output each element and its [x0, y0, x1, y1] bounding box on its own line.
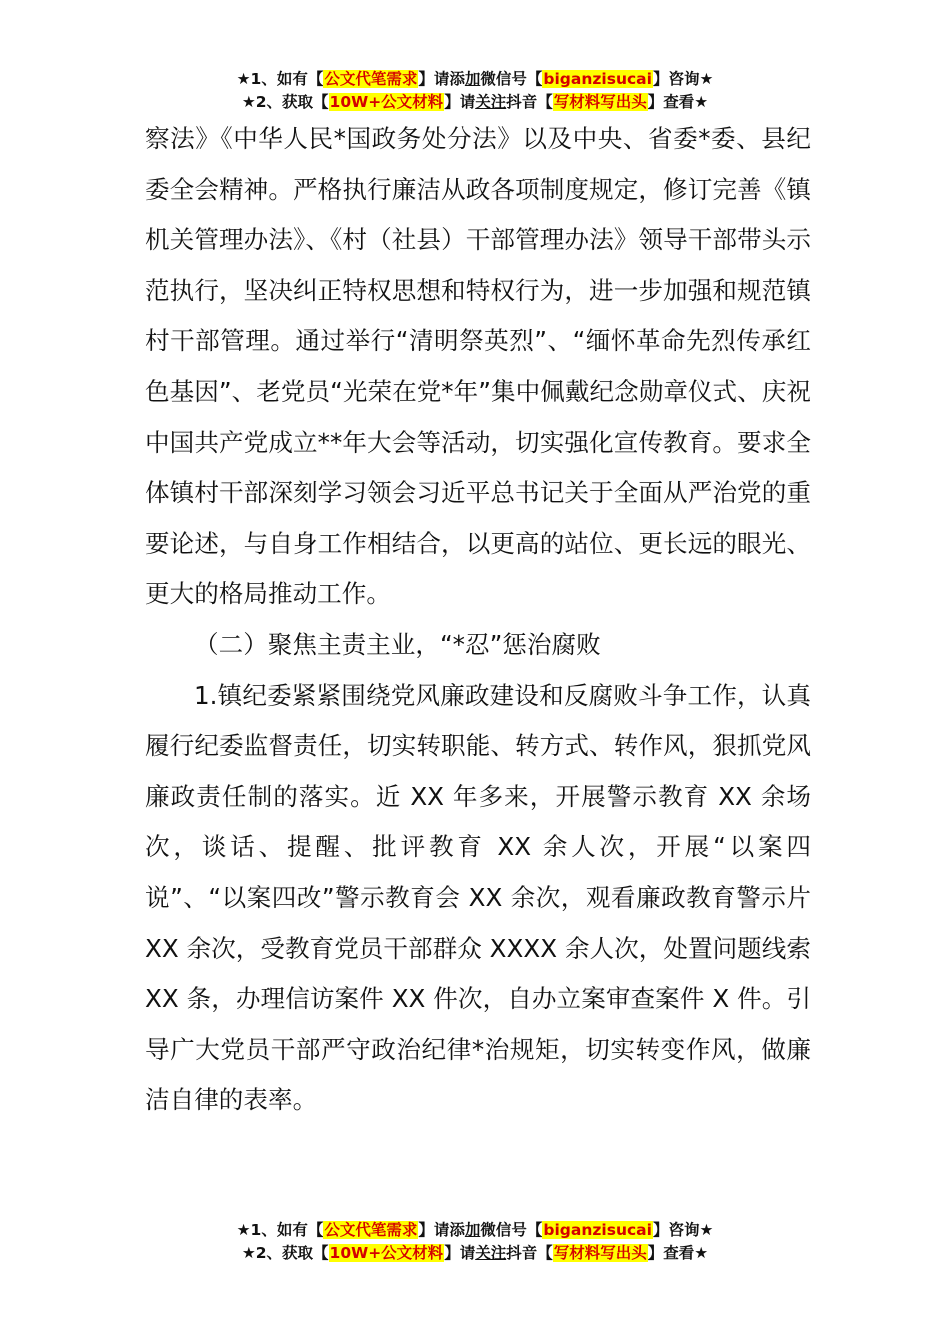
banner-highlight: 写材料写出头 [553, 93, 647, 111]
banner-line-1 [0, 68, 950, 91]
banner-text: ★1、如有【 [236, 1221, 324, 1239]
banner-text: 抖音【 [506, 93, 553, 111]
banner-underlined-text: 加 [464, 70, 481, 88]
banner-text: 】咨询★ [652, 1221, 714, 1239]
paragraph-continued: 察法》《中华人民*国政务处分法》以及中央、省委*委、县纪委全会精神。严格执行廉洁从政各项制度规定，修订完善《镇机关管理办法》、《村（社县）干部管理办法》领导干部带头示范执行，坚决纠正特权思想和特权行为，进一步加强和规范镇村干部管理。通过举行“清明祭英烈”、“缅怀革命先烈传承红色基因”、老党员“光荣在党*年”集中佩戴纪念勋章仪式、庆祝中国共产党成立**年大会等活动，切实强化宣传教育。要求全体镇村干部深刻学习领会习近平总书记关于全面从严治党的重要论述，与自身工作相结合，以更高的站位、更长远的眼光、更大的格局推动工作。 [145, 124, 811, 609]
banner-highlight: 公文代笔需求 [324, 1221, 418, 1239]
document-body [145, 114, 811, 1126]
banner-text: 】查看★ [647, 93, 709, 111]
banner-line-2 [0, 91, 950, 114]
banner-line-2 [0, 1242, 950, 1265]
header-banner [0, 68, 950, 114]
banner-highlight: biganzisucai [543, 70, 652, 88]
banner-text: 】查看★ [647, 1244, 709, 1262]
banner-underlined-text: 关注 [475, 1244, 507, 1262]
banner-text: 】咨询★ [652, 70, 714, 88]
banner-underlined-text: 加 [464, 1221, 481, 1239]
banner-highlight: 10W+公文材料 [329, 93, 444, 111]
banner-line-1 [0, 1219, 950, 1242]
banner-text: 微信号【 [480, 1221, 543, 1239]
footer-banner [0, 1219, 950, 1265]
banner-text: 】请添 [418, 1221, 465, 1239]
banner-highlight: biganzisucai [543, 1221, 652, 1239]
banner-text: 微信号【 [480, 70, 543, 88]
banner-text: 】请 [444, 93, 476, 111]
paragraph-item-1: 1.镇纪委紧紧围绕党风廉政建设和反腐败斗争工作，认真履行纪委监督责任，切实转职能、转方式、转作风，狠抓党风廉政责任制的落实。近 XX 年多来，开展警示教育 XX 余场次，谈话、提醒、批评教育 XX 余人次，开展“以案四说”、“以案四改”警示教育会 XX 余次，观看廉政教育警示片 XX 余次，受教育党员干部群众 XXXX 余人次，处置问题线索 XX 条，办理信访案件 XX 件次，自办立案审查案件 X 件。引导广大党员干部严守政治纪律*治规矩，切实转变作风，做廉洁自律的表率。 [145, 680, 811, 1115]
banner-text: ★2、获取【 [241, 93, 329, 111]
banner-underlined-text: 关注 [475, 93, 507, 111]
banner-highlight: 公文代笔需求 [324, 70, 418, 88]
banner-highlight: 写材料写出头 [553, 1244, 647, 1262]
banner-text: ★1、如有【 [236, 70, 324, 88]
banner-highlight: 10W+公文材料 [329, 1244, 444, 1262]
banner-text: 】请 [444, 1244, 476, 1262]
section-heading: （二）聚焦主责主业，“*忍”惩治腐败 [194, 629, 601, 659]
banner-text: ★2、获取【 [241, 1244, 329, 1262]
banner-text: 抖音【 [506, 1244, 553, 1262]
banner-text: 】请添 [418, 70, 465, 88]
